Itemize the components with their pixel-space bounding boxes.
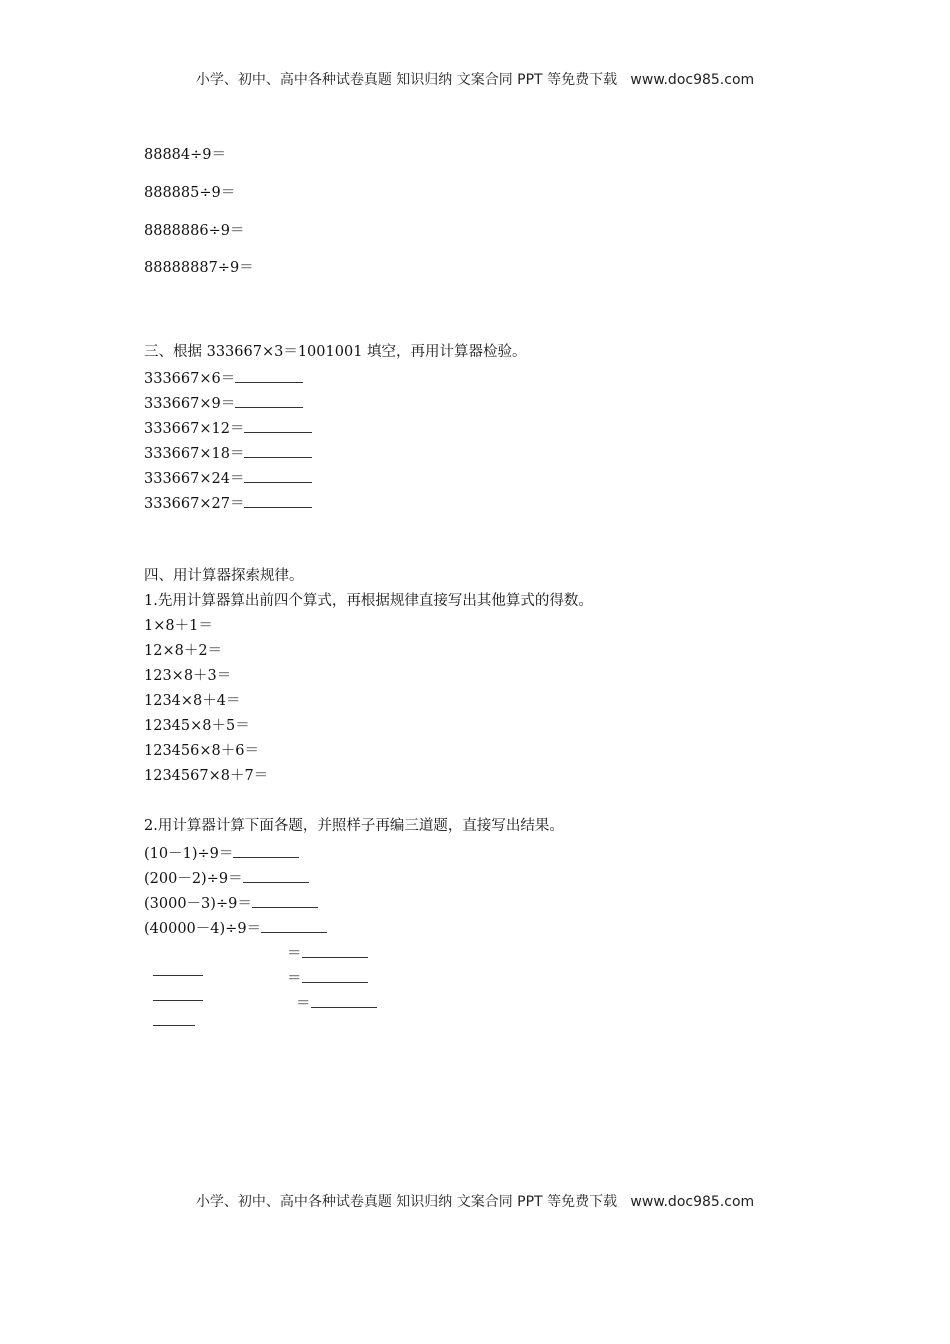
section4-title: 四、用计算器探索规律。: [144, 568, 304, 584]
fill-expression: (200－2)÷9＝: [144, 871, 243, 887]
equals-sign: ＝: [287, 971, 302, 987]
fill-expression: 333667×12＝: [144, 421, 245, 437]
equation-line: 88884÷9＝: [144, 147, 227, 163]
fill-line: [144, 368, 303, 388]
equals-sign: ＝: [296, 996, 311, 1012]
fill-expression: (3000－3)÷9＝: [144, 896, 252, 912]
answer-blank[interactable]: [244, 493, 312, 508]
custom-answer: [296, 993, 377, 1013]
fill-line: [144, 868, 309, 888]
fill-line: [144, 443, 312, 463]
fill-expression: 333667×24＝: [144, 471, 245, 487]
answer-blank[interactable]: [302, 968, 368, 983]
question2-title: 2.用计算器计算下面各题，并照样子再编三道题，直接写出结果。: [144, 818, 564, 834]
fill-expression: (10－1)÷9＝: [144, 846, 234, 862]
answer-blank[interactable]: [244, 468, 312, 483]
fill-expression: 333667×27＝: [144, 496, 245, 512]
answer-blank[interactable]: [244, 418, 312, 433]
fill-line: [144, 493, 312, 513]
section3-title: 三、根据 333667×3＝1001001 填空，再用计算器检验。: [144, 344, 527, 360]
equation-line: 123×8＋3＝: [144, 668, 232, 684]
fill-expression: (40000－4)÷9＝: [144, 921, 262, 937]
answer-blank[interactable]: [243, 868, 309, 883]
fill-line: [144, 468, 312, 488]
equation-line: 1234567×8＋7＝: [144, 768, 269, 784]
equation-line: 123456×8＋6＝: [144, 743, 259, 759]
answer-blank[interactable]: [261, 918, 327, 933]
fill-line: [144, 843, 299, 863]
page-header: 小学、初中、高中各种试卷真题 知识归纳 文案合同 PPT 等免费下载 www.doc985.com: [195, 72, 755, 88]
answer-blank[interactable]: [302, 943, 368, 958]
fill-expression: 333667×9＝: [144, 396, 236, 412]
page-footer: 小学、初中、高中各种试卷真题 知识归纳 文案合同 PPT 等免费下载 www.doc985.com: [195, 1194, 755, 1210]
custom-problem-line: [144, 993, 195, 1031]
equation-line: 12345×8＋5＝: [144, 718, 250, 734]
fill-expression: 333667×18＝: [144, 446, 245, 462]
fill-expression: 333667×6＝: [144, 371, 236, 387]
answer-blank[interactable]: [252, 893, 318, 908]
equation-line: 12×8＋2＝: [144, 643, 223, 659]
equals-sign: ＝: [287, 946, 302, 962]
fill-line: [144, 393, 303, 413]
answer-blank[interactable]: [233, 843, 299, 858]
equation-line: 8888886÷9＝: [144, 223, 245, 239]
answer-blank[interactable]: [235, 393, 303, 408]
question1-title: 1.先用计算器算出前四个算式，再根据规律直接写出其他算式的得数。: [144, 593, 593, 609]
equation-line: 88888887÷9＝: [144, 260, 254, 276]
equation-line: 888885÷9＝: [144, 185, 236, 201]
problem-blank[interactable]: [153, 1011, 195, 1026]
answer-blank[interactable]: [235, 368, 303, 383]
fill-line: [144, 893, 318, 913]
answer-blank[interactable]: [244, 443, 312, 458]
fill-line: [144, 418, 312, 438]
fill-line: [144, 918, 327, 938]
answer-blank[interactable]: [311, 993, 377, 1008]
custom-answer: [287, 943, 368, 963]
custom-answer: [287, 968, 368, 988]
equation-line: 1234×8＋4＝: [144, 693, 241, 709]
equation-line: 1×8＋1＝: [144, 618, 213, 634]
